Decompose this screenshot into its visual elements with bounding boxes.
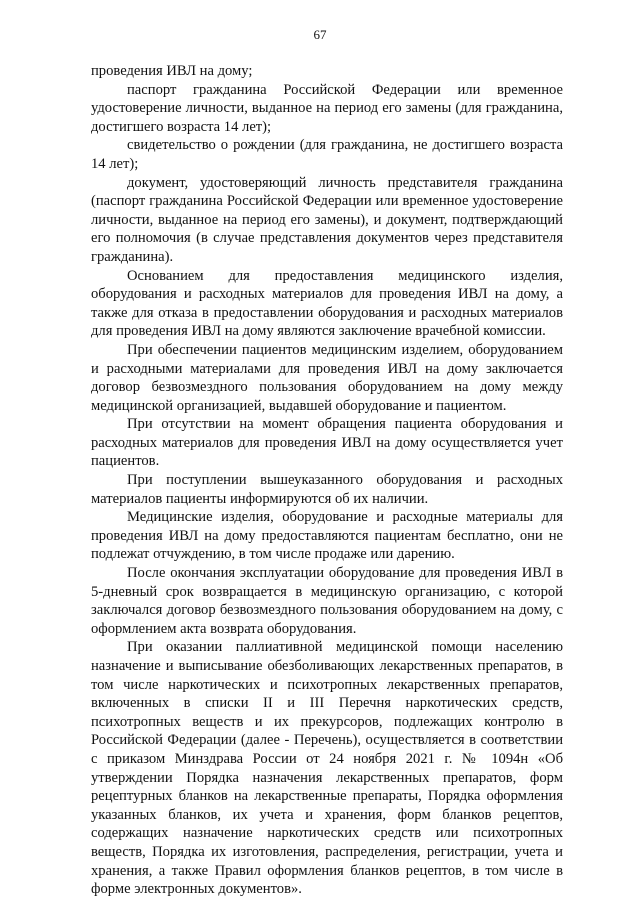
- paragraph-provision-contract: При обеспечении пациентов медицинским изделием, оборудованием и расходными материалами для проведения ИВЛ на дому заключается договор безвозмездного пользования оборудованием на дому между медицинской организацией, выдавшей оборудование и пациентом.: [91, 341, 563, 414]
- paragraph-free-provision: Медицинские изделия, оборудование и расходные материалы для проведения ИВЛ на дому предоставляются пациентам бесплатно, они не подлежат отчуждению, в том числе продаже или дарению.: [91, 509, 563, 563]
- paragraph-grounds: Основанием для предоставления медицинского изделия, оборудования и расходных материалов для проведения ИВЛ на дому, а также для отказа в предоставлении оборудования и расходных материалов для проведения ИВЛ на дому являются заключение врачебной комиссии.: [91, 267, 563, 340]
- paragraph-equipment-return: После окончания эксплуатации оборудование для проведения ИВЛ в 5-дневный срок возвращается в медицинскую организацию, с которой заключался договор безвозмездного пользования оборудованием на дому, с оформлением акта возврата оборудования.: [91, 565, 563, 637]
- paragraph-patient-registration: При отсутствии на момент обращения пациента оборудования и расходных материалов для проведения ИВЛ на дому осуществляется учет пациентов.: [91, 416, 563, 470]
- paragraph-palliative-prescription: При оказании паллиативной медицинской помощи населению назначение и выписывание обезболивающих лекарственных препаратов, в том числе наркотических и психотропных лекарственных препаратов, включенных в списки II и III Перечня наркотических средств, психотропных веществ и их прекурсоров, подлежащих контролю в Российской Федерации (далее - Перечень), осуществляется в соответствии с приказом Минздрава России от 24 ноября 2021 г. № 1094н «Об утверждении Порядка назначения лекарственных препаратов, форм рецептурных бланков на лекарственные препараты, Порядка оформления указанных бланков, их учета и хранения, форм бланков рецептов, содержащих назначение наркотических средств или психотропных веществ, Порядка их изготовления, распределения, регистрации, учета и хранения, а также Правил оформления бланков рецептов, в том числе в форме электронных документов».: [91, 639, 563, 898]
- paragraph-continuation: проведения ИВЛ на дому;: [91, 63, 253, 79]
- paragraph-representative-document: документ, удостоверяющий личность представителя гражданина (паспорт гражданина Российской Федерации или временное удостоверение личности, выданное на период его замены), и документ, подтверждающий его полномочия (в случае представления документов через представителя гражданина).: [91, 174, 563, 265]
- page-number: 67: [313, 27, 327, 42]
- document-body: [91, 62, 563, 899]
- paragraph-birth-certificate: свидетельство о рождении (для гражданина, не достигшего возраста 14 лет);: [91, 137, 563, 172]
- paragraph-passport: паспорт гражданина Российской Федерации или временное удостоверение личности, выданное на период его замены (для гражданина, достигшего возраста 14 лет);: [91, 81, 563, 135]
- paragraph-notification: При поступлении вышеуказанного оборудования и расходных материалов пациенты информируются об их наличии.: [91, 472, 563, 507]
